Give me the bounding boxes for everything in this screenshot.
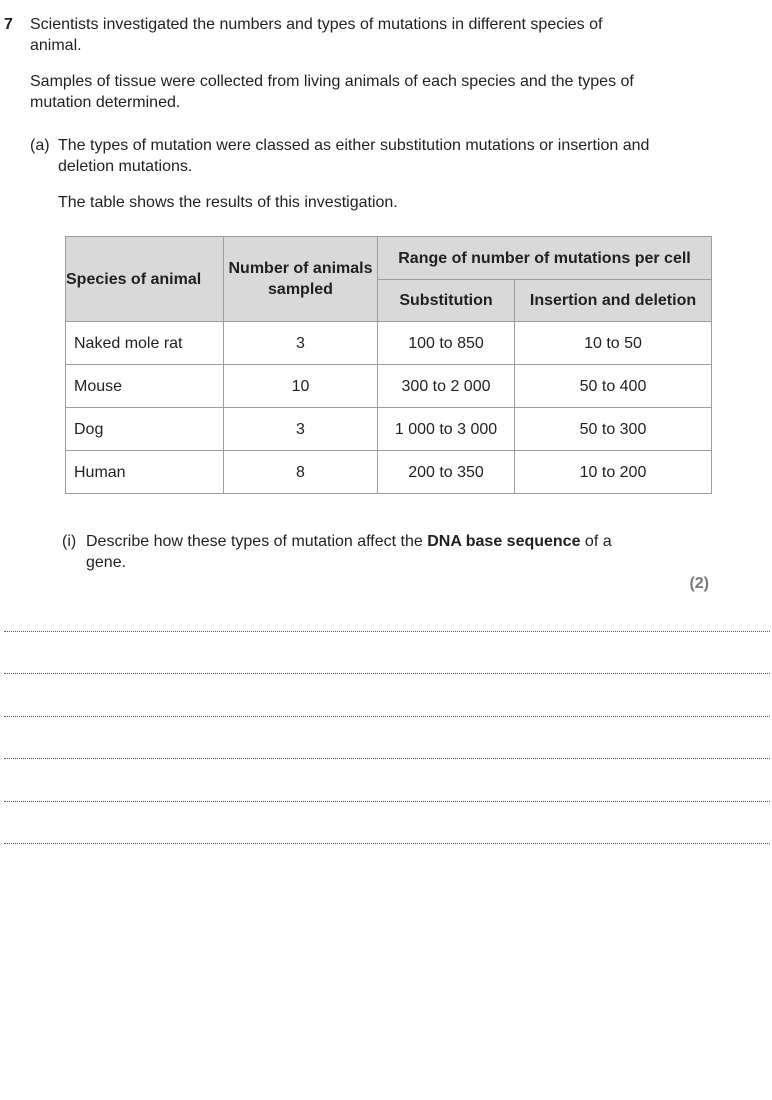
cell-sampled: 3 [224, 408, 378, 451]
marks-allocation: (2) [689, 575, 709, 592]
question-intro: Scientists investigated the numbers and types of mutations in different species of animal. [30, 16, 603, 54]
cell-insertion-deletion: 10 to 50 [515, 322, 712, 365]
table-row [66, 408, 712, 451]
part-a-label: (a) [30, 137, 50, 154]
answer-line-5[interactable] [4, 801, 770, 802]
table-row [66, 322, 712, 365]
results-table [65, 236, 712, 494]
header-range: Range of number of mutations per cell [378, 237, 712, 280]
answer-line-1[interactable] [4, 631, 770, 632]
question-method: Samples of tissue were collected from living animals of each species and the types of mutation determined. [30, 73, 634, 111]
cell-sampled: 3 [224, 322, 378, 365]
part-a-text: The types of mutation were classed as either substitution mutations or insertion and deletion mutations. [58, 137, 650, 175]
header-number-sampled: Number of animals sampled [224, 237, 378, 322]
cell-sampled: 10 [224, 365, 378, 408]
cell-insertion-deletion: 50 to 400 [515, 365, 712, 408]
cell-insertion-deletion: 50 to 300 [515, 408, 712, 451]
answer-line-3[interactable] [4, 716, 770, 717]
part-i-text-before: Describe how these types of mutation affect the [86, 533, 428, 550]
part-i-text-after: of a gene. [86, 533, 612, 571]
cell-sampled: 8 [224, 451, 378, 494]
cell-species: Human [66, 451, 224, 494]
answer-line-2[interactable] [4, 673, 770, 674]
header-substitution: Substitution [378, 280, 515, 322]
part-i-question [86, 531, 656, 573]
table-row [66, 365, 712, 408]
table-row [66, 451, 712, 494]
question-number: 7 [4, 16, 13, 33]
cell-substitution: 100 to 850 [378, 322, 515, 365]
table-intro: The table shows the results of this investigation. [58, 194, 398, 211]
cell-species: Naked mole rat [66, 322, 224, 365]
header-species: Species of animal [66, 237, 224, 322]
header-insertion-deletion: Insertion and deletion [515, 280, 712, 322]
cell-species: Mouse [66, 365, 224, 408]
part-i-label: (i) [62, 533, 77, 550]
cell-substitution: 200 to 350 [378, 451, 515, 494]
answer-line-4[interactable] [4, 758, 770, 759]
cell-substitution: 300 to 2 000 [378, 365, 515, 408]
cell-substitution: 1 000 to 3 000 [378, 408, 515, 451]
cell-insertion-deletion: 10 to 200 [515, 451, 712, 494]
part-i-bold-term: DNA base sequence [427, 533, 581, 550]
cell-species: Dog [66, 408, 224, 451]
answer-line-6[interactable] [4, 843, 770, 844]
